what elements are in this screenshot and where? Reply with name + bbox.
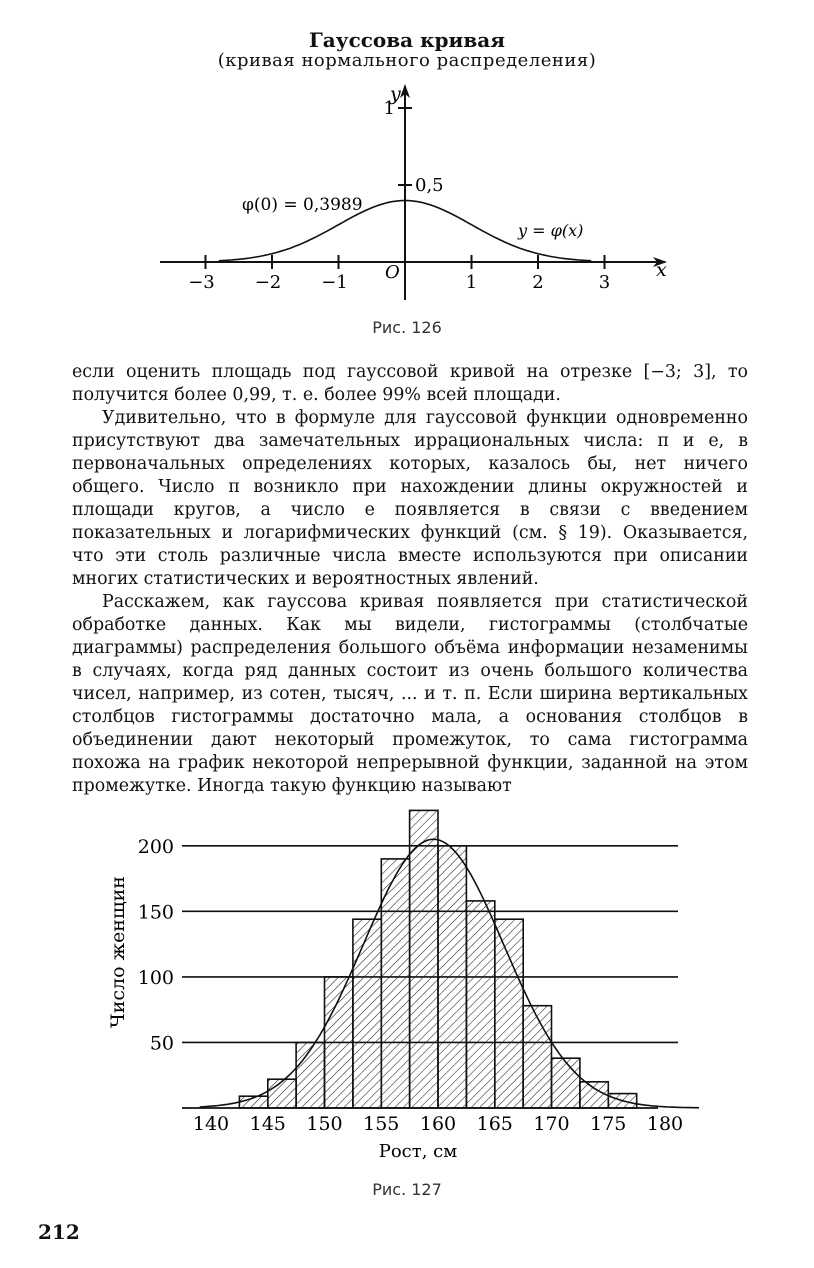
x-axis-label: Рост, см	[378, 1141, 458, 1162]
y-tick-label: 1	[383, 98, 395, 119]
histogram-bar	[552, 1058, 580, 1108]
figure-caption: Рис. 126	[372, 318, 442, 337]
origin-label: O	[385, 262, 400, 283]
histogram-bar	[268, 1079, 296, 1108]
histogram-bar	[580, 1082, 608, 1108]
x-tick-label: 165	[476, 1113, 513, 1135]
x-tick-label: 170	[533, 1113, 570, 1135]
y-tick-label: 0,5	[415, 175, 444, 196]
peak-annotation: φ(0) = 0,3989	[242, 195, 363, 215]
x-tick-label: 2	[532, 272, 544, 293]
y-tick-label: 200	[137, 835, 174, 858]
x-tick-label: 3	[598, 272, 611, 293]
x-tick-label: 150	[306, 1113, 343, 1135]
y-axis-label: y	[390, 83, 401, 105]
figure-subtitle: (кривая нормального распределения)	[217, 50, 597, 71]
histogram-bar	[410, 810, 438, 1108]
histogram-bar	[296, 1043, 324, 1109]
histogram-bar	[523, 1006, 551, 1108]
x-tick-label: 140	[192, 1113, 230, 1135]
y-tick-label: 150	[137, 901, 174, 924]
histogram-bar	[353, 919, 381, 1108]
x-tick-label: −3	[188, 272, 215, 293]
x-axis-label: x	[656, 259, 667, 281]
x-tick-label: 145	[249, 1113, 286, 1135]
y-axis-label: Число женщин	[107, 876, 129, 1028]
curve-annotation: y = φ(x)	[518, 221, 584, 240]
x-tick-label: 160	[419, 1113, 457, 1135]
x-tick-label: 1	[465, 272, 478, 293]
y-tick-label: 50	[149, 1032, 174, 1055]
x-tick-label: 155	[363, 1113, 400, 1135]
y-tick-label: 100	[137, 966, 174, 989]
x-tick-label: −1	[321, 272, 348, 293]
figure-title: Гауссова кривая	[309, 28, 505, 52]
figure-caption: Рис. 127	[372, 1180, 442, 1199]
x-tick-label: 180	[646, 1113, 684, 1135]
paragraph-3: Расскажем, как гауссова кривая появляется при статистической обработке данных. Как мы видели, гистограммы (столбчатые диаграммы) распределения большого объёма информации незаменимы в случаях, когда ряд данных состоит из очень большого количества чисел, например, из сотен, тысяч, ... и т. п. Если ширина вертикальных столбцов гистограммы достаточно мала, а основания столбцов в объединении дают некоторый промежуток, то сама гистограмма похожа на график некоторой непрерывной функции, заданной на этом промежутке. Иногда такую функцию называют	[72, 592, 748, 796]
paragraph-2: Удивительно, что в формуле для гауссовой функции одновременно присутствуют два замечательных иррациональных числа: π и e, в первоначальных определениях которых, казалось бы, нет ничего общего. Число π возникло при нахождении длины окружностей и площади кругов, а число e появляется в связи с введением показательных и логарифмических функций (см. § 19). Оказывается, что эти столь различные числа вместе используются при описании многих статистических и вероятностных явлений.	[72, 408, 748, 589]
histogram-bar	[466, 901, 494, 1108]
histogram-bar	[495, 919, 523, 1108]
histogram-bar	[438, 846, 466, 1108]
paragraph-1: если оценить площадь под гауссовой кривой на отрезке [−3; 3], то получится более 0,99, т. е. более 99% всей площади.	[72, 362, 748, 405]
x-tick-label: −2	[254, 272, 282, 293]
page-number: 212	[38, 1220, 80, 1244]
histogram-bar	[325, 977, 353, 1108]
x-tick-label: 175	[590, 1113, 627, 1135]
